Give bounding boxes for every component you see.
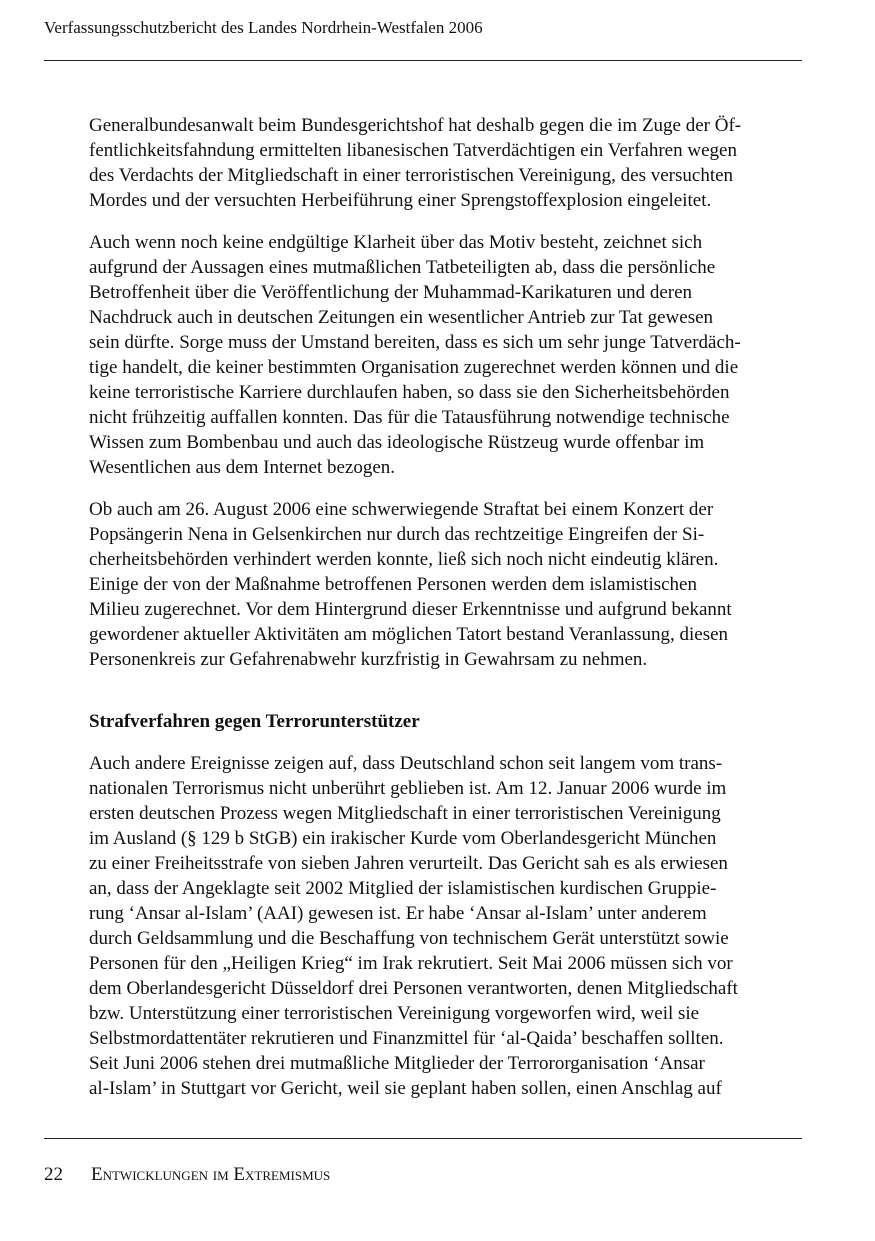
- text-line: Seit Juni 2006 stehen drei mutmaßliche Mitglieder der Terrororganisation ‘Ansar: [89, 1053, 705, 1074]
- text-line: dem Oberlandesgericht Düsseldorf drei Personen verantworten, denen Mitgliedschaft: [89, 978, 738, 999]
- text-line: Mordes und der versuchten Herbeiführung einer Sprengstoffexplosion eingeleitet.: [89, 190, 712, 211]
- paragraph: [89, 751, 803, 1101]
- text-line: ersten deutschen Prozess wegen Mitgliedschaft in einer terroristischen Vereinigung: [89, 803, 721, 824]
- text-line: al-Islam’ in Stuttgart vor Gericht, weil sie geplant haben sollen, einen Anschlag auf: [89, 1078, 722, 1099]
- text-line: Nachdruck auch in deutschen Zeitungen ein wesentlicher Antrieb zur Tat gewesen: [89, 307, 714, 328]
- text-line: Wissen zum Bombenbau und auch das ideologische Rüstzeug wurde offenbar im: [89, 432, 705, 453]
- text-line: Selbstmordattentäter rekrutieren und Finanzmittel für ‘al-Qaida’ beschaffen sollten.: [89, 1028, 724, 1049]
- text-line: Auch andere Ereignisse zeigen auf, dass Deutschland schon seit langem vom trans-: [89, 753, 723, 774]
- text-line: im Ausland (§ 129 b StGB) ein irakischer Kurde vom Oberlandesgericht München: [89, 828, 717, 849]
- paragraph: [89, 230, 803, 480]
- text-line: fentlichkeitsfahndung ermittelten libanesischen Tatverdächtigen ein Verfahren wegen: [89, 140, 737, 161]
- footer-section-title: Entwicklungen im Extremismus: [91, 1164, 331, 1185]
- text-line: tige handelt, die keiner bestimmten Organisation zugerechnet werden können und die: [89, 357, 739, 378]
- text-line: Personenkreis zur Gefahrenabwehr kurzfristig in Gewahrsam zu nehmen.: [89, 649, 648, 670]
- text-line: Personen für den „Heiligen Krieg“ im Irak rekrutiert. Seit Mai 2006 müssen sich vor: [89, 953, 733, 974]
- footer-divider: [44, 1138, 802, 1139]
- running-header: Verfassungsschutzbericht des Landes Nordrhein-Westfalen 2006: [44, 18, 483, 37]
- paragraph: [89, 497, 803, 672]
- page-body: [89, 113, 803, 1118]
- text-line: rung ‘Ansar al-Islam’ (AAI) gewesen ist. Er habe ‘Ansar al-Islam’ unter anderem: [89, 903, 707, 924]
- text-line: Einige der von der Maßnahme betroffenen Personen werden dem islamistischen: [89, 574, 697, 595]
- text-line: Ob auch am 26. August 2006 eine schwerwiegende Straftat bei einem Konzert der: [89, 499, 714, 520]
- text-line: aufgrund der Aussagen eines mutmaßlichen Tatbeteiligten ab, dass die persönliche: [89, 257, 716, 278]
- text-line: des Verdachts der Mitgliedschaft in einer terroristischen Vereinigung, des versuchten: [89, 165, 734, 186]
- text-line: Auch wenn noch keine endgültige Klarheit über das Motiv besteht, zeichnet sich: [89, 232, 703, 253]
- text-line: zu einer Freiheitsstrafe von sieben Jahren verurteilt. Das Gericht sah es als erwiesen: [89, 853, 728, 874]
- text-line: durch Geldsammlung und die Beschaffung von technischem Gerät unterstützt sowie: [89, 928, 729, 949]
- text-line: Popsängerin Nena in Gelsenkirchen nur durch das rechtzeitige Eingreifen der Si-: [89, 524, 705, 545]
- text-line: Milieu zugerechnet. Vor dem Hintergrund dieser Erkenntnisse und aufgrund bekannt: [89, 599, 732, 620]
- text-line: sein dürfte. Sorge muss der Umstand bereiten, dass es sich um sehr junge Tatverdäch-: [89, 332, 741, 353]
- section-heading: Strafverfahren gegen Terrorunterstützer: [89, 711, 420, 732]
- text-line: an, dass der Angeklagte seit 2002 Mitglied der islamistischen kurdischen Gruppie-: [89, 878, 717, 899]
- text-line: Betroffenheit über die Veröffentlichung der Muhammad-Karikaturen und deren: [89, 282, 693, 303]
- text-line: bzw. Unterstützung einer terroristischen Vereinigung vorgeworfen wird, weil sie: [89, 1003, 700, 1024]
- text-line: nicht frühzeitig auffallen konnten. Das für die Tatausführung notwendige technische: [89, 407, 730, 428]
- text-line: nationalen Terrorismus nicht unberührt geblieben ist. Am 12. Januar 2006 wurde im: [89, 778, 727, 799]
- text-line: Wesentlichen aus dem Internet bezogen.: [89, 457, 396, 478]
- text-line: keine terroristische Karriere durchlaufen haben, so dass sie den Sicherheitsbehörden: [89, 382, 730, 403]
- text-line: Generalbundesanwalt beim Bundesgerichtshof hat deshalb gegen die im Zuge der Öf-: [89, 115, 742, 136]
- paragraph: [89, 113, 803, 213]
- header-divider: [44, 60, 802, 61]
- text-line: gewordener aktueller Aktivitäten am möglichen Tatort bestand Veranlassung, diesen: [89, 624, 729, 645]
- page-number: 22: [44, 1164, 63, 1185]
- text-line: cherheitsbehörden verhindert werden konnte, ließ sich noch nicht eindeutig klären.: [89, 549, 719, 570]
